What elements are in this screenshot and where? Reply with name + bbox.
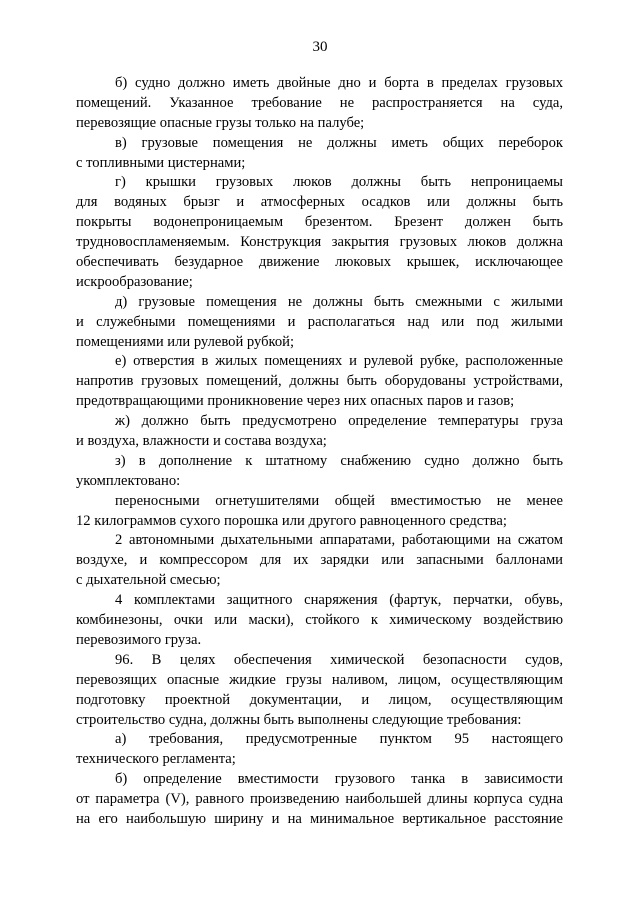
text-line-31: перевозящих опасные жидкие грузы наливом, лицом, осуществляющим [76, 671, 563, 688]
text-line-09: трудновоспламеняемым. Конструкция закрытия грузовых люков должна [76, 234, 563, 251]
text-line-27: 4 комплектами защитного снаряжения (фартук, перчатки, обувь, [115, 592, 563, 609]
text-line-22: переносными огнетушителями общей вместимостью не менее [115, 492, 563, 509]
text-line-14: помещениями или рулевой рубкой; [76, 333, 295, 350]
text-line-38: на его наибольшую ширину и на минимальное вертикальное расстояние [76, 810, 563, 827]
text-line-21: укомплектовано: [76, 472, 181, 489]
text-line-23: 12 килограммов сухого порошка или другого равноценного средства; [76, 512, 507, 529]
text-line-32: подготовку проектной документации, и лицом, осуществляющим [76, 691, 563, 708]
text-line-33: строительство судна, должны быть выполнены следующие требования: [76, 711, 522, 728]
text-line-20: з) в дополнение к штатному снабжению судно должно быть [115, 452, 563, 469]
text-line-12: д) грузовые помещения не должны быть смежными с жилыми [115, 293, 563, 310]
text-line-11: искрообразование; [76, 273, 193, 290]
text-line-05: с топливными цистернами; [76, 154, 246, 171]
text-line-34: а) требования, предусмотренные пунктом 95 настоящего [115, 731, 563, 748]
text-line-26: с дыхательной смесью; [76, 572, 221, 589]
text-line-18: ж) должно быть предусмотрено определение температуры груза [115, 413, 563, 430]
page-number: 30 [312, 39, 328, 55]
text-line-35: технического регламента; [76, 751, 236, 768]
text-line-15: е) отверстия в жилых помещениях и рулевой рубке, расположенные [115, 353, 563, 370]
text-line-13: и служебными помещениями и располагаться над или под жилыми [76, 313, 563, 330]
text-line-04: в) грузовые помещения не должны иметь общих переборок [115, 134, 563, 151]
text-line-07: для водяных брызг и атмосферных осадков или должны быть [76, 194, 563, 211]
text-line-29: перевозимого груза. [76, 631, 202, 648]
document-body [76, 74, 563, 830]
text-line-25: воздухе, и компрессором для их зарядки или запасными баллонами [76, 552, 563, 569]
text-line-08: покрыты водонепроницаемым брезентом. Брезент должен быть [76, 214, 563, 231]
text-line-02: помещений. Указанное требование не распространяется на суда, [76, 94, 563, 111]
text-line-10: обеспечивать безударное движение люковых крышек, исключающее [76, 254, 563, 271]
text-line-36: б) определение вместимости грузового танка в зависимости [115, 771, 563, 788]
text-line-03: перевозящие опасные грузы только на палубе; [76, 114, 365, 131]
text-line-30: 96. В целях обеспечения химической безопасности судов, [115, 651, 563, 668]
text-line-24: 2 автономными дыхательными аппаратами, работающими на сжатом [115, 532, 563, 549]
text-line-01: б) судно должно иметь двойные дно и борта в пределах грузовых [115, 75, 563, 91]
text-line-17: предотвращающими проникновение через них опасных паров и газов; [76, 393, 515, 410]
text-line-28: комбинезоны, очки или маски), стойкого к химическому воздействию [76, 612, 563, 629]
text-line-16: напротив грузовых помещений, должны быть оборудованы устройствами, [76, 373, 563, 390]
text-line-37: от параметра (V), равного произведению наибольшей длины корпуса судна [76, 791, 563, 808]
text-line-19: и воздуха, влажности и состава воздуха; [76, 433, 327, 450]
text-line-06: г) крышки грузовых люков должны быть непроницаемы [115, 174, 563, 191]
